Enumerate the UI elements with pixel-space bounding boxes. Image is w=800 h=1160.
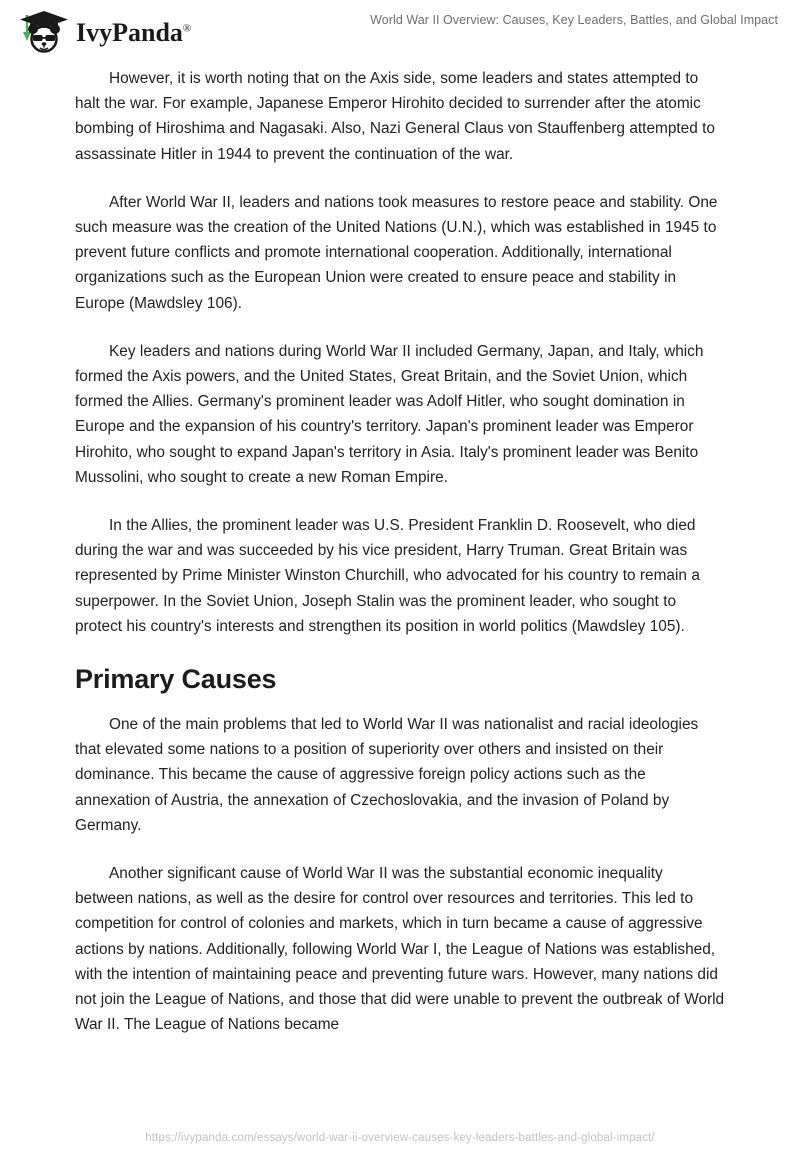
- paragraph: Another significant cause of World War II was the substantial economic inequality between nations, as well as the desire for control over resources and territories. This led to competition for control of colonies and markets, which in turn became a cause of aggressive actions by nations. Additionally, following World War I, the League of Nations was established, with the intention of maintaining peace and preventing future wars. However, many nations did not join the League of Nations, and those that did were unable to prevent the outbreak of World War II. The League of Nations became: [75, 865, 725, 1034]
- paragraph: Key leaders and nations during World War II included Germany, Japan, and Italy, which formed the Axis powers, and the United States, Great Britain, and the Soviet Union, which formed the Allies. Germany's prominent leader was Adolf Hitler, who sought domination in Europe and the expansion of his country's territory. Japan's prominent leader was Emperor Hirohito, who sought to expand Japan's territory in Asia. Italy's prominent leader was Benito Mussolini, who sought to create a new Roman Empire.: [75, 342, 704, 486]
- ivypanda-logo[interactable]: [18, 12, 191, 52]
- registered-trademark-symbol: ®: [182, 22, 192, 35]
- paragraph: However, it is worth noting that on the Axis side, some leaders and states attempted to halt the war. For example, Japanese Emperor Hirohito decided to surrender after the atomic bombing of Hiroshima and Nagasaki. Also, Nazi General Claus von Stauffenberg attempted to assassinate Hitler in 1944 to prevent the continuation of the war.: [75, 70, 715, 163]
- page-header: [0, 0, 800, 62]
- paragraph: One of the main problems that led to World War II was nationalist and racial ideologies that elevated some nations to a position of superiority over others and insisted on their dominance. This became the cause of aggressive foreign policy actions such as the annexation of Austria, the annexation of Czechoslovakia, and the invasion of Poland by Germany.: [75, 716, 699, 834]
- source-url[interactable]: https://ivypanda.com/essays/world-war-ii-overview-causes-key-leaders-battles-and-global-impact/: [145, 1132, 655, 1144]
- section-heading-primary-causes: Primary Causes: [75, 664, 277, 695]
- page-footer: [0, 1128, 800, 1146]
- paragraph: In the Allies, the prominent leader was U.S. President Franklin D. Roosevelt, who died during the war and was succeeded by his vice president, Harry Truman. Great Britain was represented by Prime Minister Winston Churchill, who advocated for his country to remain a superpower. In the Soviet Union, Joseph Stalin was the prominent leader, who sought to protect his country's interests and strengthen its position in world politics (Mawdsley 105).: [75, 517, 700, 635]
- document-title: World War II Overview: Causes, Key Leaders, Battles, and Global Impact: [370, 13, 778, 27]
- wordmark-text: IvyPanda: [76, 18, 183, 47]
- paragraph: After World War II, leaders and nations took measures to restore peace and stability. One such measure was the creation of the United Nations (U.N.), which was established in 1945 to prevent future conflicts and promote international cooperation. Additionally, international organizations such as the European Union were created to ensure peace and stability in Europe (Mawdsley 106).: [75, 193, 718, 312]
- ivypanda-wordmark: [76, 20, 191, 46]
- document-body: [75, 66, 725, 1038]
- panda-graduation-cap-icon: [18, 10, 70, 54]
